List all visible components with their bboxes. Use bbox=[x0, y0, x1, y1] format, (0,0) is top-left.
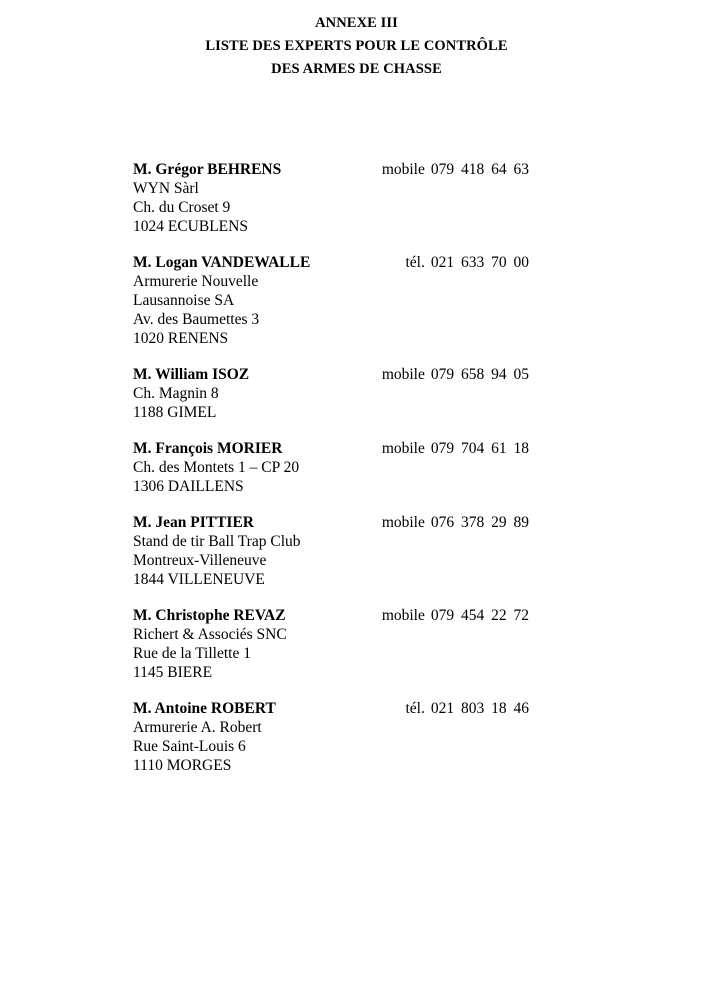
expert-entry bbox=[133, 699, 533, 775]
expert-phone bbox=[382, 606, 529, 625]
address-line: Rue de la Tillette 1 bbox=[133, 645, 251, 662]
phone-type: mobile bbox=[381, 161, 425, 178]
annex-number: ANNEXE III bbox=[315, 15, 398, 31]
expert-phone bbox=[382, 513, 529, 532]
address-line: 1306 DAILLENS bbox=[133, 478, 244, 495]
phone-number: 079 704 61 18 bbox=[430, 440, 529, 457]
phone-number: 076 378 29 89 bbox=[430, 514, 529, 531]
document-subtitle: DES ARMES DE CHASSE bbox=[271, 61, 442, 77]
expert-entry bbox=[133, 513, 533, 589]
address-line: Ch. des Montets 1 – CP 20 bbox=[133, 459, 300, 476]
address-line: Ch. Magnin 8 bbox=[133, 385, 219, 402]
expert-name: M. Antoine ROBERT bbox=[133, 700, 276, 717]
expert-name: M. Logan VANDEWALLE bbox=[133, 254, 311, 271]
expert-entry bbox=[133, 365, 533, 422]
phone-number: 079 658 94 05 bbox=[430, 366, 529, 383]
expert-phone bbox=[382, 365, 529, 384]
address-line: 1024 ECUBLENS bbox=[133, 218, 248, 235]
address-line: 1145 BIERE bbox=[133, 664, 213, 681]
expert-name: M. Grégor BEHRENS bbox=[133, 161, 282, 178]
expert-entry bbox=[133, 439, 533, 496]
expert-list bbox=[133, 160, 533, 792]
address-line: WYN Sàrl bbox=[133, 180, 199, 197]
address-line: Av. des Baumettes 3 bbox=[133, 311, 260, 328]
expert-name: M. Jean PITTIER bbox=[133, 514, 254, 531]
phone-number: 021 633 70 00 bbox=[430, 254, 529, 271]
phone-number: 079 418 64 63 bbox=[430, 161, 529, 178]
phone-type: tél. bbox=[405, 254, 425, 271]
phone-number: 021 803 18 46 bbox=[430, 700, 529, 717]
phone-type: tél. bbox=[405, 700, 425, 717]
document-header bbox=[0, 12, 713, 81]
address-line: Lausannoise SA bbox=[133, 292, 235, 309]
expert-name: M. William ISOZ bbox=[133, 366, 250, 383]
address-line: 1020 RENENS bbox=[133, 330, 229, 347]
address-line: Richert & Associés SNC bbox=[133, 626, 287, 643]
expert-phone bbox=[382, 439, 529, 458]
phone-type: mobile bbox=[381, 440, 425, 457]
address-line: Rue Saint-Louis 6 bbox=[133, 738, 246, 755]
address-line: Armurerie A. Robert bbox=[133, 719, 262, 736]
phone-type: mobile bbox=[381, 366, 425, 383]
address-line: Stand de tir Ball Trap Club bbox=[133, 533, 301, 550]
address-line: Montreux-Villeneuve bbox=[133, 552, 267, 569]
expert-phone bbox=[382, 160, 529, 179]
address-line: Ch. du Croset 9 bbox=[133, 199, 231, 216]
address-line: 1110 MORGES bbox=[133, 757, 232, 774]
expert-entry bbox=[133, 606, 533, 682]
expert-phone bbox=[406, 699, 530, 718]
phone-number: 079 454 22 72 bbox=[430, 607, 529, 624]
expert-entry bbox=[133, 160, 533, 236]
address-line: Armurerie Nouvelle bbox=[133, 273, 259, 290]
expert-entry bbox=[133, 253, 533, 348]
document-title: LISTE DES EXPERTS POUR LE CONTRÔLE bbox=[205, 38, 508, 54]
phone-type: mobile bbox=[381, 514, 425, 531]
expert-name: M. François MORIER bbox=[133, 440, 283, 457]
expert-phone bbox=[406, 253, 530, 272]
address-line: 1188 GIMEL bbox=[133, 404, 217, 421]
expert-name: M. Christophe REVAZ bbox=[133, 607, 286, 624]
address-line: 1844 VILLENEUVE bbox=[133, 571, 265, 588]
phone-type: mobile bbox=[381, 607, 425, 624]
